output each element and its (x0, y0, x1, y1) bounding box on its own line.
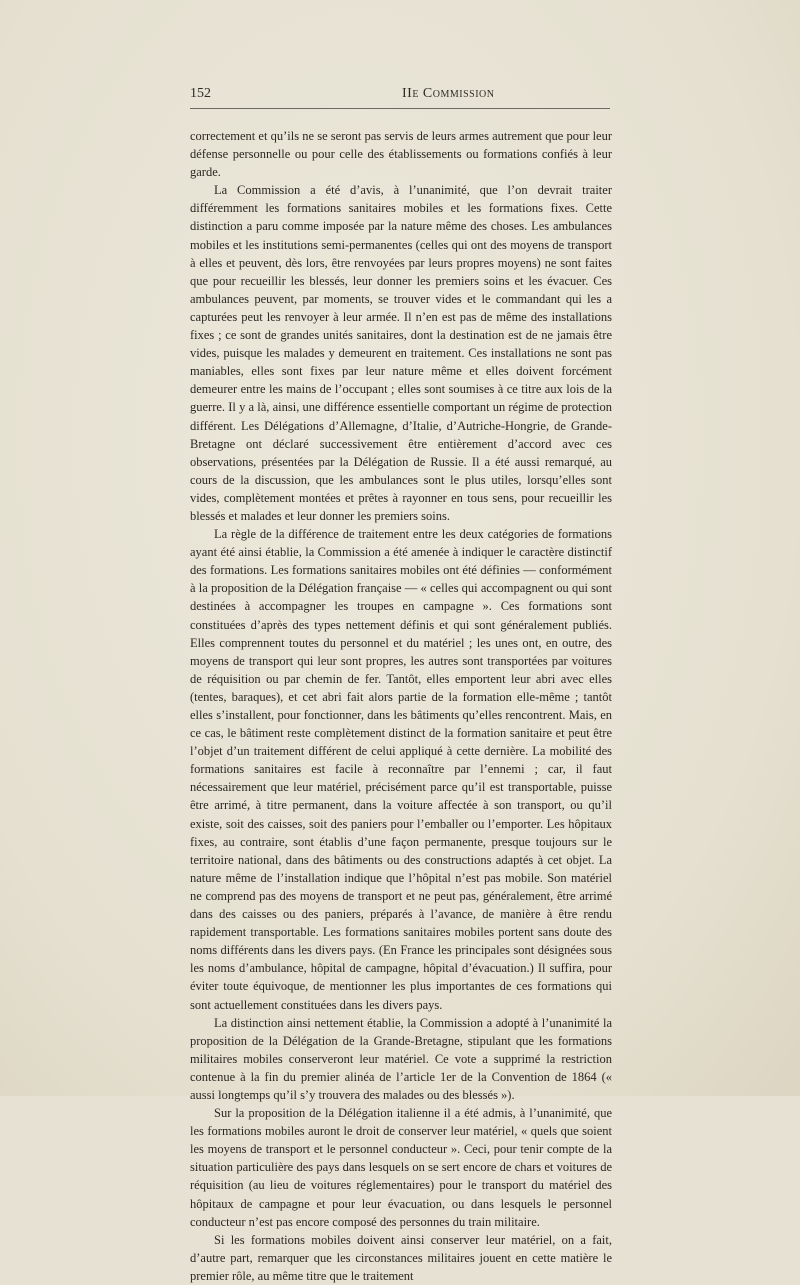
paragraph: La distinction ainsi nettement établie, la Commission a adopté à l’unanimité la proposition de la Délégation de la Grande-Bretagne, stipulant que les formations militaires mobiles conserveront leur matériel. Ce vote a supprimé la restriction contenue à la fin du premier alinéa de l’article 1er de la Convention de 1864 (« aussi longtemps qu’il s’y trouvera des malades ou des blessés »). (190, 1015, 612, 1102)
page-header (190, 86, 610, 106)
paragraph: Si les formations mobiles doivent ainsi conserver leur matériel, on a fait, d’autre part, remarquer que les circonstances militaires jouent en cette matière le premier rôle, au même titre que le traitement (190, 1232, 612, 1283)
body-text (190, 127, 612, 1285)
page-number: 152 (190, 86, 211, 101)
paragraph: La règle de la différence de traitement entre les deux catégories de formations ayant été ainsi établie, la Commission a été amenée à indiquer le caractère distinctif des formations. Les formations sanitaires mobiles ont été définies — conformément à la proposition de la Délégation française — « celles qui accompagnent ou qui sont destinées à accompagner les troupes en campagne ». Ces formations sont constituées d’après des types nettement définis et qui sont généralement publiés. Elles comprennent toutes du personnel et du matériel ; les unes ont, en outre, des moyens de transport qui leur sont propres, les autres sont transportées par voitures de réquisition ou par chemin de fer. Tantôt, elles emportent leur abri avec elles (tentes, baraques), et cet abri fait alors partie de la formation elle-même ; tantôt elles s’installent, pour fonctionner, dans les bâtiments qu’elles rencontrent. Mais, en ce cas, le bâtiment reste complètement distinct de la formation sanitaire et peut être l’objet d’un traitement différent de celui appliqué à cette dernière. La mobilité des formations sanitaires est facile à reconnaître par l’ennemi ; car, il faut nécessairement que leur matériel, précisément parce qu’il est transportable, puisse être arrimé, à titre permanent, dans la voiture affectée à son transport, ou qu’il existe, soit des caisses, soit des paniers pour l’emballer ou l’emporter. Les hôpitaux fixes, au contraire, sont établis d’une façon permanente, presque toujours sur le territoire national, dans des bâtiments ou des constructions adaptés à cet objet. La nature même de l’installation indique que l’hôpital n’est pas mobile. Son matériel ne comprend pas des moyens de transport et ne peut pas, généralement, être arrimé dans des caisses ou des paniers, préparés à l’avance, de manière à être rendu rapidement transportable. Les formations sanitaires mobiles portent sans doute des noms différents dans les divers pays. (En France les principales sont désignées sous les noms d’ambulance, hôpital de campagne, hôpital d’évacuation.) Il suffira, pour éviter toute équivoque, de mentionner les plus importantes de ces formations qui sont actuellement constituées dans les divers pays. (190, 527, 612, 1012)
paragraph: La Commission a été d’avis, à l’unanimité, que l’on devrait traiter différemment les formations sanitaires mobiles et les formations fixes. Cette distinction a paru comme imposée par la nature même des choses. Les ambulances mobiles et les institutions semi-permanentes (celles qui ont des moyens de transport à elles et peuvent, dès lors, être renvoyées par leurs propres moyens) ne sont faites que pour recueillir les blessés, leur donner les premiers soins et les évacuer. Ces ambulances peuvent, par moments, se trouver vides et le commandant qui les a capturées peut les renvoyer à leur armée. Il n’en est pas de même des installations fixes ; ce sont de grandes unités sanitaires, dont la destination est de ne jamais être vides, puisque les malades y demeurent en traitement. Ces installations ne sont pas maniables, elles sont fixes par leur nature même et elles doivent forcément demeurer entre les mains de l’occupant ; elles sont soumises à ce titre aux lois de la guerre. Il y a là, ainsi, une différence essentielle comportant un régime de protection différent. Les Délégations d’Allemagne, d’Italie, d’Autriche-Hongrie, de Grande-Bretagne ont déclaré successivement être entièrement d’accord avec ces observations, présentées par la Délégation de Russie. Il a été aussi remarqué, au cours de la discussion, que les ambulances sont le plus utiles, lorsqu’elles sont vides, complètement montées et prêtes à rayonner en tous sens, pour recueillir les blessés et malades et leur donner les premiers soins. (190, 183, 612, 523)
paragraph: Sur la proposition de la Délégation italienne il a été admis, à l’unanimité, que les formations mobiles auront le droit de conserver leur matériel, « quels que soient les moyens de transport et le personnel conducteur ». Ceci, pour tenir compte de la situation particulière des pays dans lesquels on se sert encore de chars et voitures de réquisition (au lieu de voitures réglementaires) pour le transport du matériel des hôpitaux de campagne et pour leur évacuation, ou dans lesquels le personnel conducteur n’est pas encore composé des personnes du train militaire. (190, 1106, 612, 1229)
running-title: IIe Commission (402, 86, 495, 101)
paragraph-continuation: correctement et qu’ils ne se seront pas servis de leurs armes autrement que pour leur défense personnelle ou pour celle des établissements ou formations confiés à leur garde. (190, 129, 612, 180)
header-rule (190, 108, 610, 109)
